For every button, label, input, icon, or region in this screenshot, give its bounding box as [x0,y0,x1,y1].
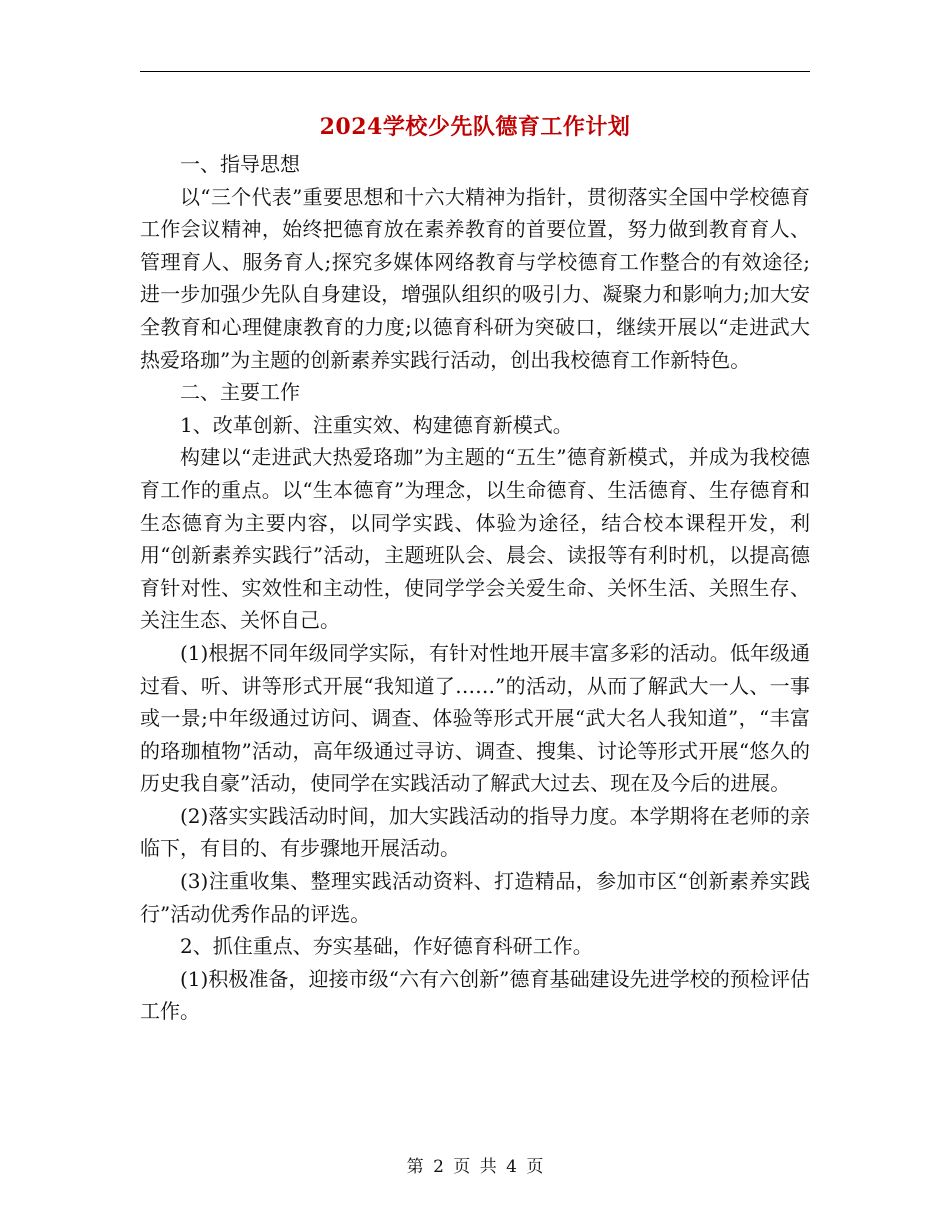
paragraph-five-sheng-model: 构建以“走进武大热爱珞珈”为主题的“五生”德育新模式，并成为我校德育工作的重点。以“生本德育”为理念，以生命德育、生活德育、生存德育和生态德育为主要内容，以同学实践、体验为途径，结合校本课程开发，利用“创新素养实践行”活动，主题班队会、晨会、读报等有利时机，以提高德育针对性、实效性和主动性，使同学学会关爱生命、关怀生活、关照生存、关注生态、关怀自己。 [140,445,810,633]
paragraph-item-1: (1)根据不同年级同学实际，有针对性地开展丰富多彩的活动。低年级通过看、听、讲等形式开展“我知道了……”的活动，从而了解武大一人、一事或一景;中年级通过访问、调查、体验等形式开展“武大名人我知道”，“丰富的珞珈植物”活动，高年级通过寻访、调查、搜集、讨论等形式开展“悠久的历史我自豪”活动，使同学在实践活动了解武大过去、现在及今后的进展。 [140,640,810,796]
page-number: 第 2 页 共 4 页 [406,1157,544,1177]
document-body [140,148,810,1028]
subheading-reform-innovation: 1、改革创新、注重实效、构建德育新模式。 [180,412,573,437]
header-rule [140,71,810,72]
paragraph-item-2: (2)落实实践活动时间，加大实践活动的指导力度。本学期将在老师的亲临下，有目的、有步骤地开展活动。 [140,803,810,861]
document-title: 2024学校少先队德育工作计划 [319,114,631,140]
subheading-key-points: 2、抓住重点、夯实基础，作好德育科研工作。 [180,934,593,959]
section-heading-main-work: 二、主要工作 [180,380,300,405]
paragraph-item-3: (3)注重收集、整理实践活动资料、打造精品，参加市区“创新素养实践行”活动优秀作品的评选。 [140,869,810,926]
paragraph-guiding-ideology: 以“三个代表”重要思想和十六大精神为指针，贯彻落实全国中学校德育工作会议精神，始终把德育放在素养教育的首要位置，努力做到教育育人、管理育人、服务育人;探究多媒体网络教育与学校德育工作整合的有效途径;进一步加强少先队自身建设，增强队组织的吸引力、凝聚力和影响力;加大安全教育和心理健康教育的力度;以德育科研为突破口，继续开展以“走进武大热爱珞珈”为主题的创新素养实践行活动，创出我校德育工作新特色。 [140,184,810,372]
paragraph-preparation: (1)积极准备，迎接市级“六有六创新”德育基础建设先进学校的预检评估工作。 [140,966,810,1024]
section-heading-guiding-ideology: 一、指导思想 [180,152,300,176]
